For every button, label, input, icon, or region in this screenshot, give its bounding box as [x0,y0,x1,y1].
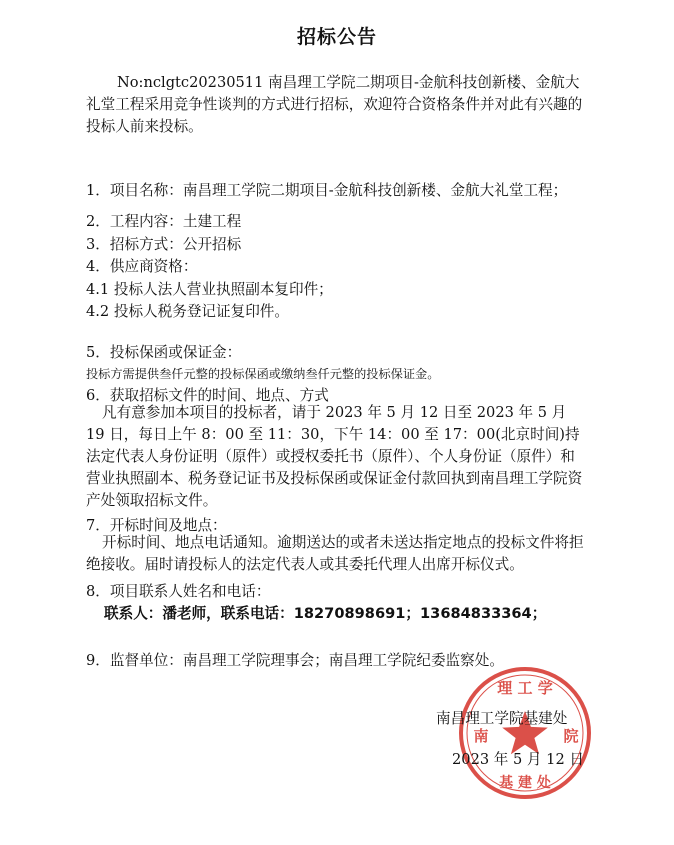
svg-text:院: 院 [563,727,579,745]
svg-text:南: 南 [473,727,489,745]
item-obtain-documents-body: 凡有意参加本项目的投标者，请于 2023 年 5 月 12 日至 2023 年 5 月 19 日，每日上午 8：00 至 11：30，下午 14：00 至 17：00(北京时间)持法定代表人身份证明（原件）或授权委托书（原件）、个人身份证（原件）和营业执照副本、税务登记证书及投标保函或保证金付款回执到南昌理工学院资产处领取招标文件。 [86,404,583,509]
svg-text:基 建 处: 基 建 处 [499,775,551,791]
item-qualification-4-2: 4.2 投标人税务登记证复印件。 [86,303,289,320]
item-bid-bond-note: 投标方需提供叁仟元整的投标保函或缴纳叁仟元整的投标保证金。 [86,367,440,381]
item-supplier-qualification: 4．供应商资格： [86,258,198,275]
intro-paragraph: No:nclgtc20230511 南昌理工学院二期项目-金航科技创新楼、金航大礼堂工程采用竞争性谈判的方式进行招标，欢迎符合资格条件并对此有兴趣的投标人前来投标。 [86,74,583,135]
item-opening-time: 7．开标时间及地点： [86,517,227,534]
document-title: 招标公告 [296,26,377,48]
item-contact-detail: 联系人：潘老师，联系电话：18270898691；13684833364； [104,605,547,622]
signature-date: 2023 年 5 月 12 日 [452,751,584,768]
item-supervisor: 9．监督单位：南昌理工学院理事会；南昌理工学院纪委监察处。 [86,652,504,669]
item-project-name: 1．项目名称：南昌理工学院二期项目-金航科技创新楼、金航大礼堂工程； [86,182,568,199]
item-tender-method: 3．招标方式：公开招标 [86,236,242,253]
signature-organization: 南昌理工学院基建处 [436,710,568,727]
item-bid-bond: 5．投标保函或保证金： [86,344,242,361]
official-seal-stamp [455,663,595,803]
svg-text:理 工 学: 理 工 学 [497,679,553,697]
item-work-content: 2．工程内容：土建工程 [86,213,242,230]
item-obtain-documents: 6．获取招标文件的时间、地点、方式 [86,387,329,404]
item-opening-time-body: 开标时间、地点电话通知。逾期送达的或者未送达指定地点的投标文件将拒绝接收。届时请投标人的法定代表人或其委托代理人出席开标仪式。 [86,534,584,573]
item-qualification-4-1: 4.1 投标人法人营业执照副本复印件； [86,281,333,298]
item-contact: 8．项目联系人姓名和电话： [86,583,271,600]
